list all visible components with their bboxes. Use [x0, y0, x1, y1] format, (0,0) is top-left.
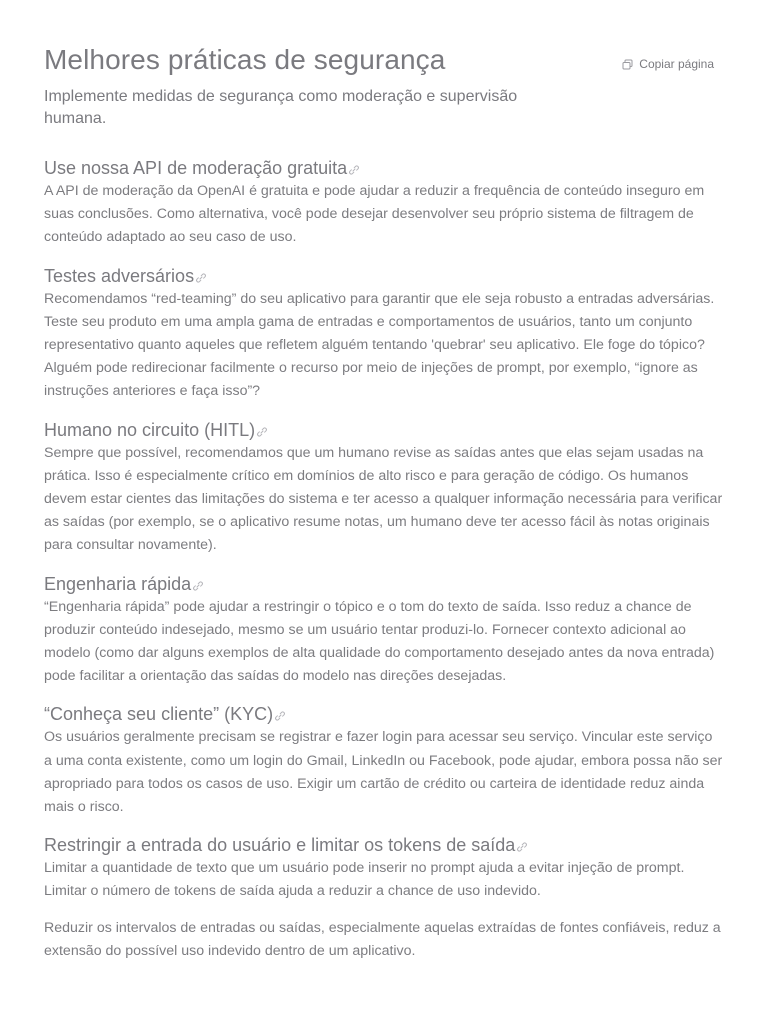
section-paragraph: Reduzir os intervalos de entradas ou saídas, especialmente aquelas extraídas de fontes confiáveis, reduz a extensão do possível uso indevido dentro de um aplicativo.: [44, 919, 721, 959]
link-icon[interactable]: [256, 426, 268, 438]
section-heading-text: Restringir a entrada do usuário e limitar os tokens de saída: [44, 835, 516, 856]
section: [44, 572, 724, 689]
copy-page-label: Copiar página: [639, 57, 714, 71]
section-heading-text: Testes adversários: [44, 265, 195, 286]
link-icon[interactable]: [192, 580, 204, 592]
link-icon[interactable]: [516, 841, 528, 853]
section-heading: [44, 833, 724, 857]
section-heading: [44, 156, 724, 180]
page-header: [44, 0, 724, 130]
section: [44, 156, 724, 250]
section-heading: [44, 572, 724, 596]
copy-page-button[interactable]: [622, 56, 714, 72]
section-paragraph: Recomendamos “red-teaming” do seu aplicativo para garantir que ele seja robusto a entradas adversárias. Teste seu produto em uma ampla gama de entradas e comportamentos de usuários, tanto um conjunto representativo quanto aqueles que refletem alguém tentando 'quebrar' seu aplicativo. Ele foge do tópico? Alguém pode redirecionar facilmente o recurso por meio de injeções de prompt, por exemplo, “ignore as instruções anteriores e faça isso”?: [44, 290, 715, 400]
section-paragraph: Limitar a quantidade de texto que um usuário pode inserir no prompt ajuda a evitar injeção de prompt. Limitar o número de tokens de saída ajuda a reduzir a chance de uso indevido.: [44, 860, 685, 900]
section: [44, 418, 724, 558]
section: [44, 833, 724, 963]
page-title: Melhores práticas de segurança: [44, 44, 446, 75]
content-sections: [44, 156, 724, 963]
section-heading-text: “Conheça seu cliente” (KYC): [44, 704, 274, 725]
section-paragraph: A API de moderação da OpenAI é gratuita e pode ajudar a reduzir a frequência de conteúdo inseguro em suas conclusões. Como alternativa, você pode desejar desenvolver seu próprio sistema de filtragem de conteúdo adaptado ao seu caso de uso.: [44, 183, 705, 246]
link-icon[interactable]: [195, 272, 207, 284]
section-heading: [44, 264, 724, 288]
section-heading-text: Engenharia rápida: [44, 573, 192, 594]
page-subtitle: Implemente medidas de segurança como moderação e supervisão humana.: [44, 88, 518, 127]
link-icon[interactable]: [274, 710, 286, 722]
link-icon[interactable]: [348, 164, 360, 176]
copy-icon: [622, 59, 633, 70]
section-paragraph: Sempre que possível, recomendamos que um humano revise as saídas antes que elas sejam usadas na prática. Isso é especialmente crítico em domínios de alto risco e para geração de código. Os humanos devem estar cientes das limitações do sistema e ter acesso a qualquer informação necessária para verificar as saídas (por exemplo, se o aplicativo resume notas, um humano deve ter acesso fácil às notas originais para consultar novamente).: [44, 444, 723, 554]
section-heading: [44, 418, 724, 442]
section-paragraph: “Engenharia rápida” pode ajudar a restringir o tópico e o tom do texto de saída. Isso reduz a chance de produzir conteúdo indesejado, mesmo se um usuário tentar produzi-lo. Fornecer contexto adicional ao modelo (como dar alguns exemplos de alta qualidade do comportamento desejado antes da nova entrada) pode facilitar a orientação das saídas do modelo nas direções desejadas.: [44, 598, 715, 685]
section-heading: [44, 702, 724, 726]
section-paragraph: Os usuários geralmente precisam se registrar e fazer login para acessar seu serviço. Vincular este serviço a uma conta existente, como um login do Gmail, LinkedIn ou Facebook, pode ajudar, embora possa não ser apropriado para todos os casos de uso. Exigir um cartão de crédito ou carteira de identidade reduz ainda mais o risco.: [44, 729, 723, 816]
section: [44, 264, 724, 404]
section: [44, 702, 724, 819]
section-heading-text: Use nossa API de moderação gratuita: [44, 158, 348, 178]
section-heading-text: Humano no circuito (HITL): [44, 419, 256, 440]
